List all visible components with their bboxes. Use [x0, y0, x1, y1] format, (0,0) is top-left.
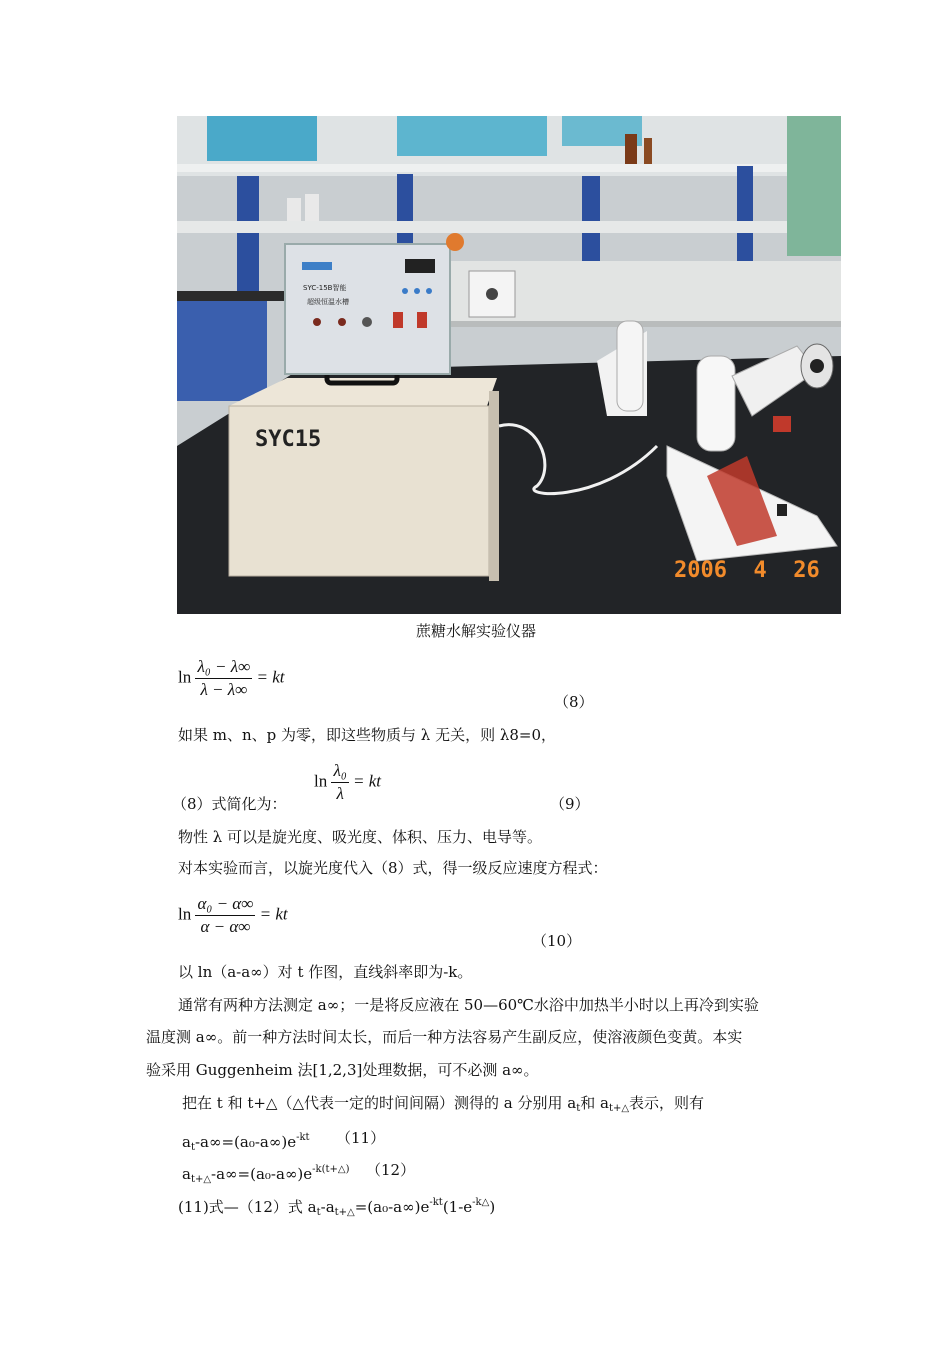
paragraph-line: 如果 m、n、p 为零，即这些物质与 λ 无关，则 λ8=0，	[178, 726, 556, 744]
paragraph-line: 温度测 a∞。前一种方法时间太长，而后一种方法容易产生副反应，使溶液颜色变黄。本实	[146, 1028, 743, 1046]
paragraph-line: 把在 t 和 t+△（△代表一定的时间间隔）测得的 a 分别用 $a_t$和 $a_{t+\triangle}$表示，则有	[182, 1094, 705, 1114]
equation-12-tag: （12）	[366, 1161, 416, 1179]
equation-12: $a_{t+\triangle}-a\infty=(a_0-a\infty)e^{-k(t+\triangle)}$	[182, 1164, 350, 1185]
equation-9-prefix: （8）式简化为：	[172, 795, 287, 813]
panel-subtitle: 超级恒温水槽	[307, 298, 349, 306]
equation-difference: (11)式—（12）式 $a_t-a_{t+\triangle}=(a_0-a\infty)e^{-kt}(1-e^{-k\triangle})$	[178, 1197, 496, 1218]
paragraph-line: 验采用 Guggenheim 法[1,2,3]处理数据，可不必测 a∞。	[146, 1061, 539, 1079]
figure-caption: 蔗糖水解实验仪器	[415, 622, 536, 640]
device-label: SYC15	[255, 427, 322, 452]
date-stamp: 2006 4 26	[674, 558, 820, 583]
paragraph-line: 对本实验而言，以旋光度代入（8）式，得一级反应速度方程式：	[178, 859, 608, 877]
equation-8: ln $\frac{\text{λ₀ − λ∞}}{\lambda - \lambda\infty}$ = kt	[178, 657, 285, 699]
paragraph-line: 以 ln（a-a∞）对 t 作图，直线斜率即为-k。	[178, 963, 473, 981]
paragraph-line: 通常有两种方法测定 a∞；一是将反应液在 50—60℃水浴中加热半小时以上再冷到实验	[178, 996, 759, 1014]
equation-10-tag: （10）	[532, 932, 582, 950]
equation-11-tag: （11）	[336, 1129, 386, 1147]
paragraph-line: 物性 λ 可以是旋光度、吸光度、体积、压力、电导等。	[178, 828, 543, 846]
equation-9: ln $\frac{\text{λ₀}}{\lambda}$ = kt	[314, 761, 382, 803]
equation-11: $a_t-a\infty=(a_0-a\infty)e^{-kt}$	[182, 1132, 310, 1153]
equation-8-tag: （8）	[554, 693, 594, 711]
panel-title: SYC-15B智能	[303, 284, 347, 292]
equation-9-tag: （9）	[550, 795, 590, 813]
apparatus-photo	[177, 116, 841, 614]
equation-10: ln $\frac{\text{α₀ − α∞}}{\alpha - \alpha\infty}$ = kt	[178, 894, 288, 936]
